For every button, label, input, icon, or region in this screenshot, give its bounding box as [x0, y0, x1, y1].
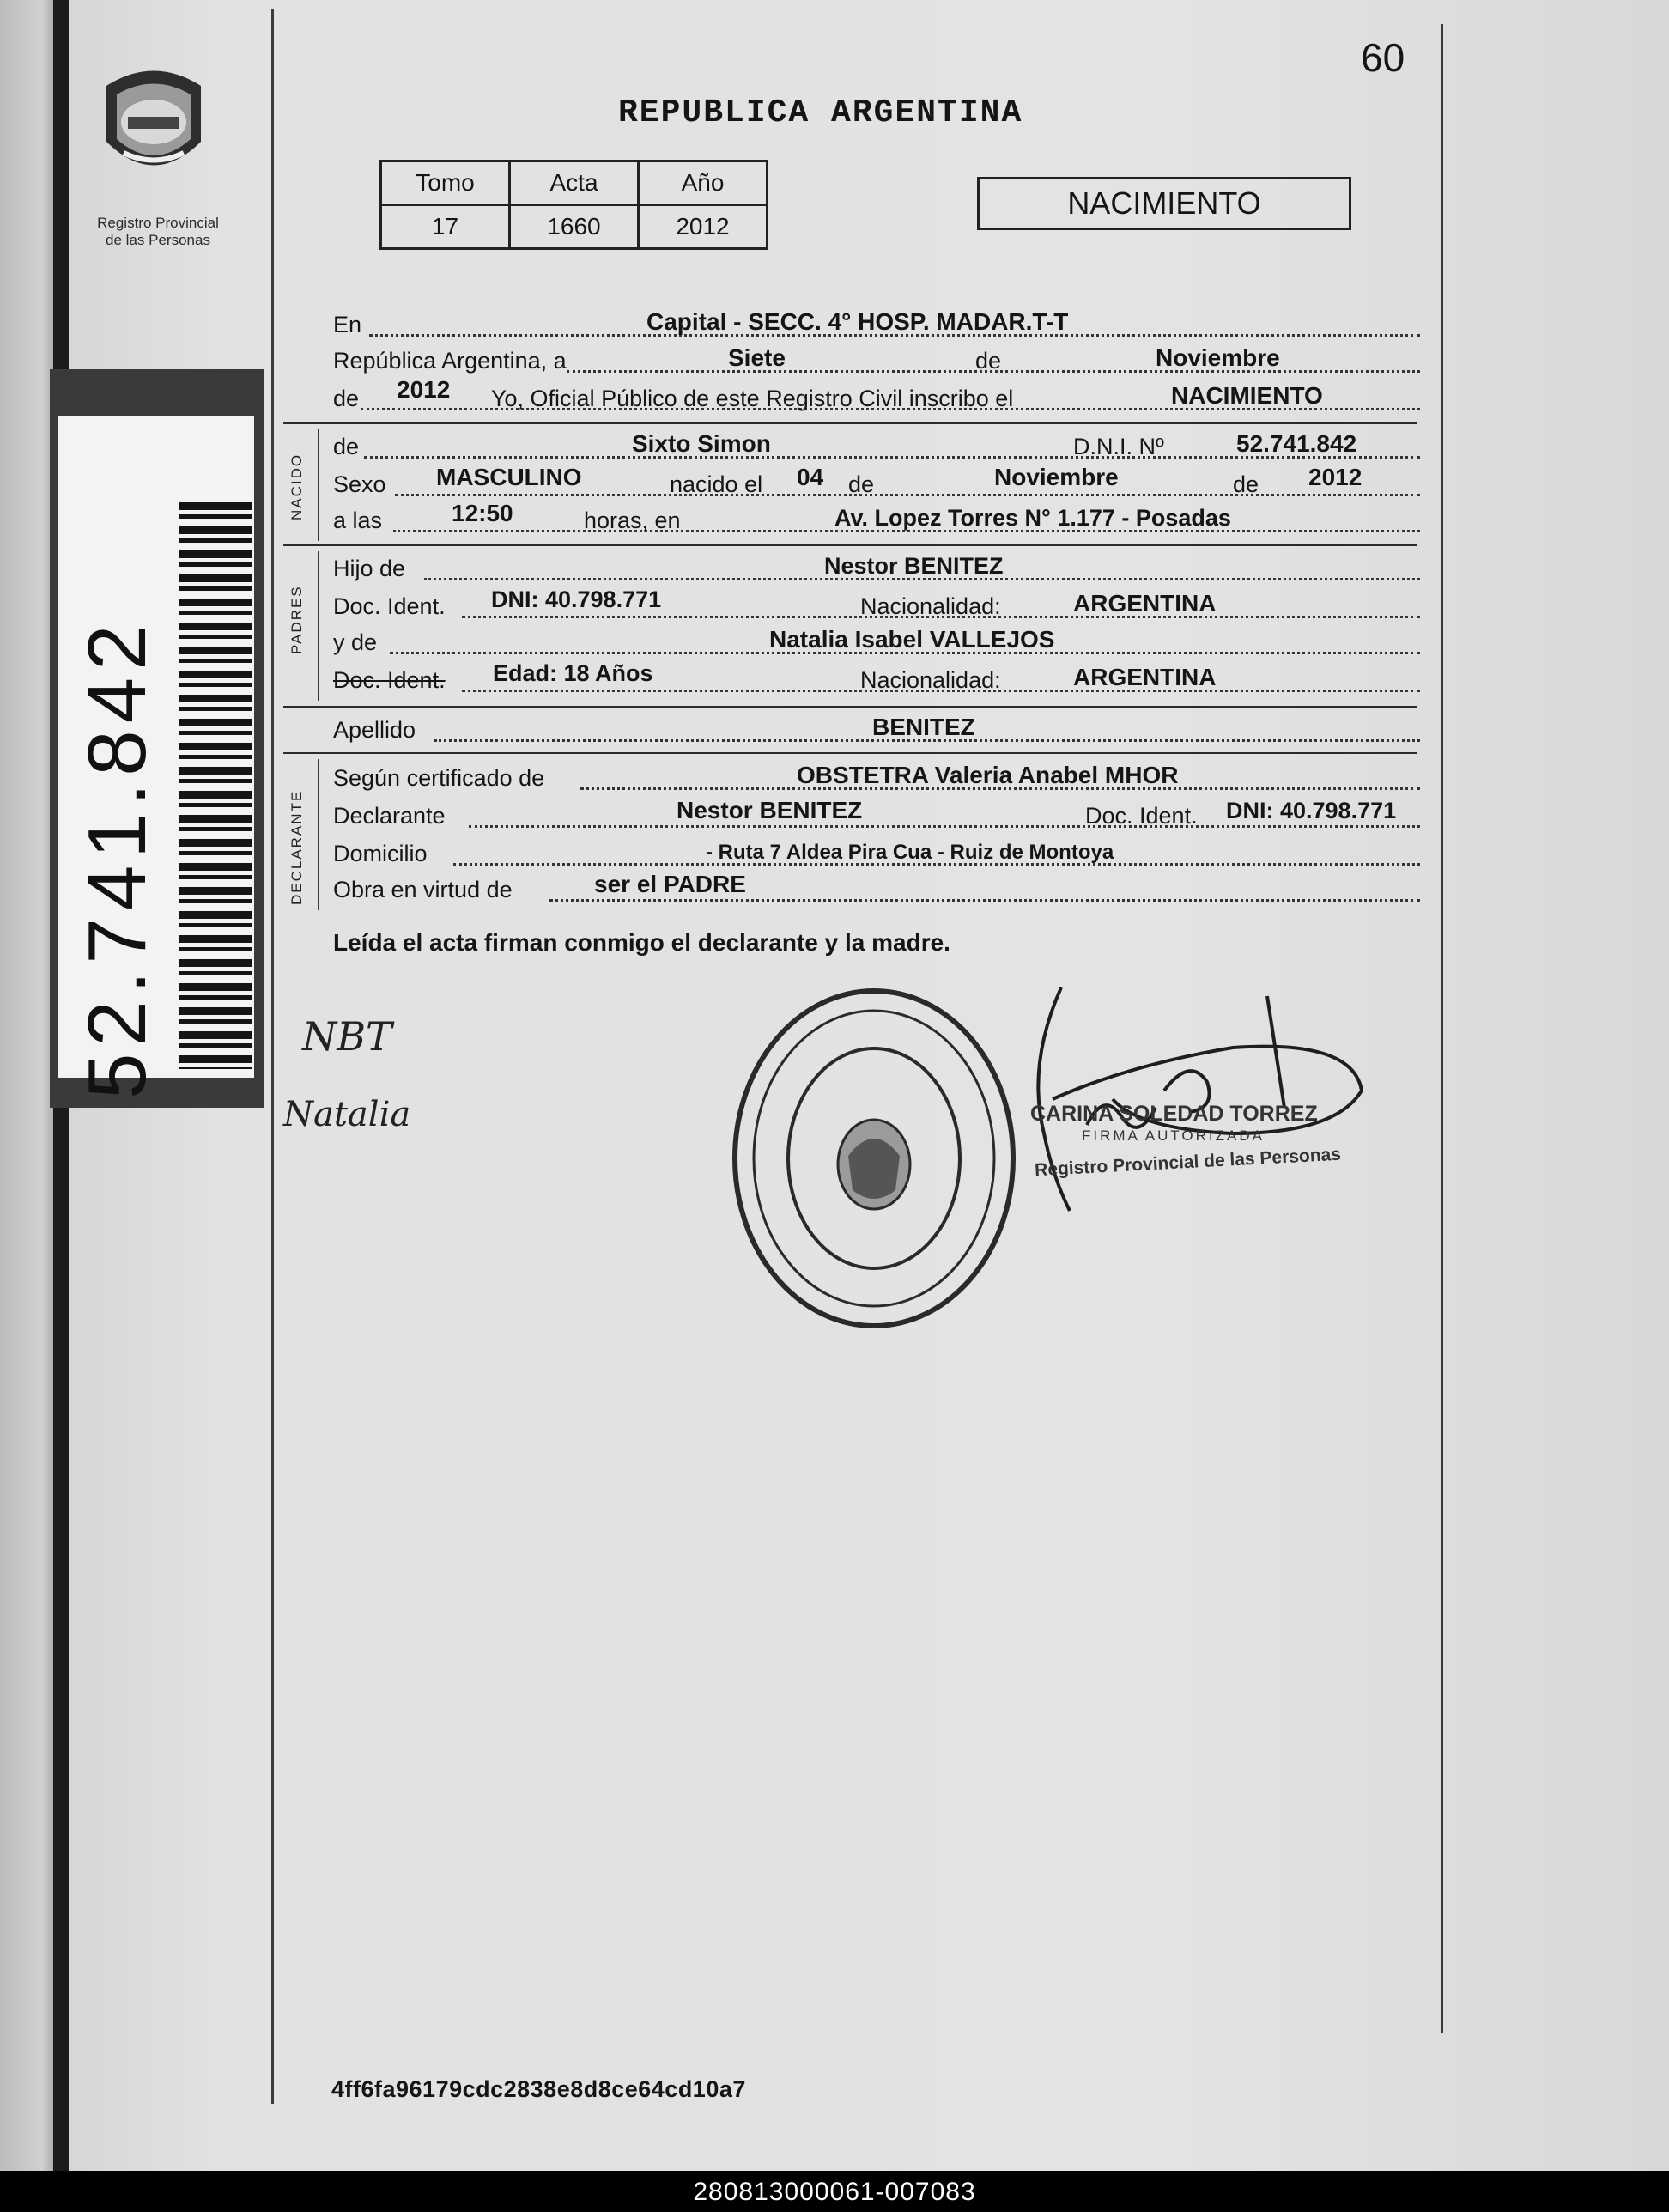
father-doc-value: DNI: 40.798.771 [491, 586, 662, 612]
child-dni-value: 52.741.842 [1236, 430, 1357, 457]
official-name: CARINA SOLEDAD TORREZ [1030, 1102, 1318, 1126]
obra-value: ser el PADRE [594, 871, 746, 897]
declarante-label: Declarante [333, 803, 446, 829]
doc-label: Doc. Ident. [1085, 803, 1198, 829]
day-value: Siete [728, 344, 786, 371]
domicilio-label: Domicilio [333, 841, 428, 866]
child-name-value: Sixto Simon [632, 430, 771, 457]
de-label: de [333, 434, 360, 459]
de-label: de [975, 348, 1002, 374]
obra-label: Obra en virtud de [333, 877, 513, 902]
yde-label: y de [333, 629, 378, 655]
row-declarante [333, 799, 1420, 833]
row-certificado [333, 761, 1420, 795]
row-mother-doc [333, 660, 1420, 697]
registry-caption-line1: Registro Provincial [97, 215, 219, 231]
row-en [333, 307, 1420, 342]
registry-caption [81, 215, 235, 249]
type-value: NACIMIENTO [1171, 382, 1323, 409]
horas-label: horas, en [584, 507, 681, 533]
section-label-declarante: DECLARANTE [288, 789, 305, 905]
row-republica [333, 343, 1420, 378]
section-divider [283, 544, 1417, 546]
de-label: de [848, 471, 875, 497]
row-nacido-name [333, 429, 1420, 464]
dotted-leader [395, 494, 1420, 496]
de-label: de [1233, 471, 1259, 497]
apellido-value: BENITEZ [872, 714, 975, 740]
dotted-leader [549, 899, 1420, 902]
birth-place-value: Av. Lopez Torres N° 1.177 - Posadas [834, 505, 1231, 531]
mother-name-value: Natalia Isabel VALLEJOS [769, 626, 1055, 653]
section-label-nacido: NACIDO [288, 453, 305, 520]
row-domicilio [333, 836, 1420, 871]
father-name-value: Nestor BENITEZ [824, 553, 1004, 579]
row-father-doc [333, 586, 1420, 623]
en-value: Capital - SECC. 4° HOSP. MADAR.T-T [646, 308, 1069, 335]
section-divider [283, 422, 1417, 424]
official-stamp-icon [728, 984, 1020, 1333]
barcode-stripes-icon [179, 502, 252, 1069]
de-year-label: de [333, 386, 360, 411]
row-nacido-sexo [333, 464, 1420, 501]
record-table-cell: 1660 [510, 205, 639, 249]
row-apellido [333, 713, 1420, 747]
record-table-cell: 2012 [639, 205, 768, 249]
sexo-label: Sexo [333, 471, 386, 497]
section-label-padres: PADRES [288, 585, 305, 654]
oficial-text: Yo, Oficial Público de este Registro Civil inscribo el [491, 386, 1014, 411]
registry-logo-icon [89, 60, 218, 189]
section-bracket [318, 759, 319, 910]
closing-statement: Leída el acta firman conmigo el declarante y la madre. [333, 929, 950, 956]
barcode-label [50, 369, 264, 1108]
declarante-doc-value: DNI: 40.798.771 [1226, 798, 1397, 823]
certificado-label: Según certificado de [333, 765, 545, 791]
mother-nationality-value: ARGENTINA [1073, 664, 1217, 690]
left-margin-line [271, 9, 274, 2104]
domicilio-value: - Ruta 7 Aldea Pira Cua - Ruiz de Montoya [706, 841, 1114, 864]
mother-signature: Natalia [283, 1095, 411, 1134]
record-table-header: Tomo [381, 161, 510, 205]
footer-bar [0, 2171, 1669, 2212]
row-nacido-time [333, 500, 1420, 538]
row-father [333, 551, 1420, 586]
dni-label: D.N.I. Nº [1073, 434, 1164, 459]
birth-year-value: 2012 [1308, 464, 1363, 490]
page-title: REPUBLICA ARGENTINA [618, 94, 1023, 131]
right-margin-line [1441, 24, 1443, 2033]
apellido-label: Apellido [333, 717, 416, 743]
section-bracket [318, 551, 319, 701]
registry-caption-line2: de las Personas [106, 232, 210, 248]
declarant-initials: NBT [302, 1013, 392, 1060]
footer-id: 280813000061-007083 [693, 2178, 976, 2206]
record-table-value-row [381, 205, 768, 249]
section-bracket [318, 429, 319, 541]
row-year [333, 376, 1420, 416]
en-label: En [333, 312, 362, 337]
official-organization: Registro Provincial de las Personas [1034, 1144, 1342, 1181]
republica-label: República Argentina, a [333, 348, 567, 374]
barcode-number: 52.741.842 [71, 617, 163, 1099]
doc-label: Doc. Ident. [333, 593, 446, 619]
row-mother [333, 625, 1420, 659]
record-type-box: NACIMIENTO [977, 177, 1351, 230]
nacido-label: nacido el [670, 471, 763, 497]
page-number: 60 [1361, 35, 1405, 80]
section-divider [283, 752, 1417, 754]
record-table [379, 160, 768, 250]
certificado-value: OBSTETRA Valeria Anabel MHOR [797, 762, 1179, 788]
sexo-value: MASCULINO [436, 464, 582, 490]
doc-label-struck: Doc. Ident. [333, 667, 446, 693]
nacionalidad-label: Nacionalidad: [860, 593, 1001, 619]
nacionalidad-label: Nacionalidad: [860, 667, 1001, 693]
alas-label: a las [333, 507, 383, 533]
official-signature-icon [1010, 962, 1387, 1219]
month-value: Noviembre [1156, 344, 1280, 371]
time-value: 12:50 [452, 500, 513, 526]
barcode-label-inner [58, 416, 254, 1099]
record-table-header-row [381, 161, 768, 205]
declarante-value: Nestor BENITEZ [677, 797, 863, 823]
year-value: 2012 [397, 376, 451, 403]
section-divider [283, 706, 1417, 708]
record-table-header: Año [639, 161, 768, 205]
birth-day-value: 04 [797, 464, 824, 490]
mother-doc-value: Edad: 18 Años [493, 660, 653, 686]
official-title: FIRMA AUTORIZADA [1082, 1127, 1265, 1144]
dotted-leader [469, 825, 1420, 828]
birth-month-value: Noviembre [994, 464, 1119, 490]
record-table-header: Acta [510, 161, 639, 205]
record-table-cell: 17 [381, 205, 510, 249]
father-nationality-value: ARGENTINA [1073, 590, 1217, 617]
row-obra [333, 872, 1420, 907]
hijo-label: Hijo de [333, 556, 406, 581]
document-hash: 4ff6fa96179cdc2838e8d8ce64cd10a7 [331, 2076, 746, 2102]
